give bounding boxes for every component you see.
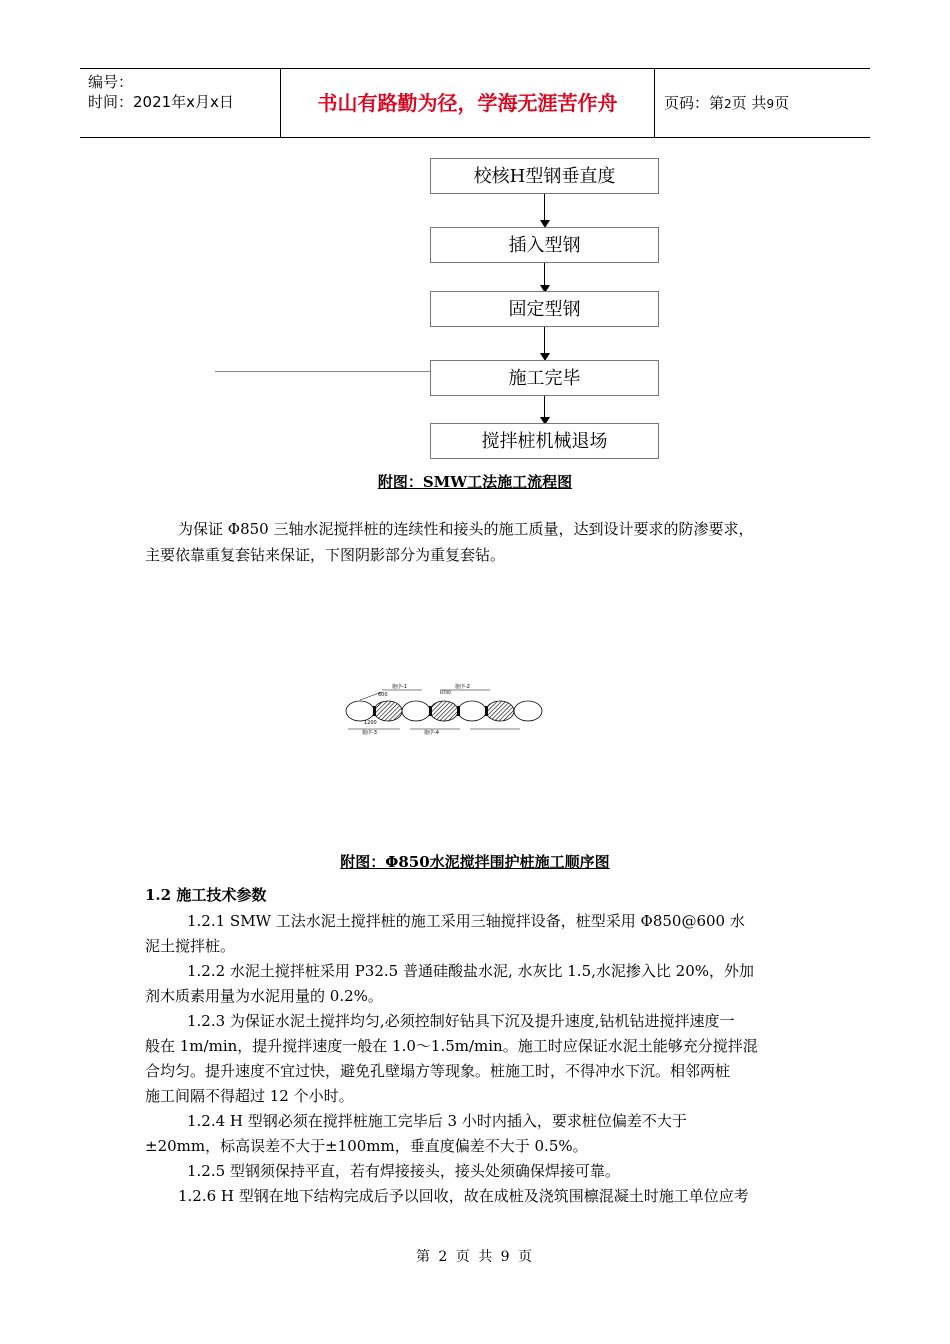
item-1-2-4-line-2: ±20mm，标高误差不大于±100mm，垂直度偏差不大于 0.5%。 <box>145 1137 588 1155</box>
page-footer: 第 2 页 共 9 页 <box>415 1249 535 1265</box>
flow-connector <box>544 396 545 418</box>
dim-label-1200: 1200 <box>364 720 377 726</box>
pile-sequence-diagram <box>340 680 550 736</box>
date-label: 时间：2021年x月x日 <box>88 93 234 111</box>
item-1-2-2-line-2: 剂木质素用量为水泥用量的 0.2%。 <box>145 987 383 1005</box>
item-1-2-3-line-1: 1.2.3 为保证水泥土搅拌均匀,必须控制好钻具下沉及提升速度,钻机钻进搅拌速度一 <box>187 1012 735 1030</box>
header-motto: 书山有路勤为径，学海无涯苦作舟 <box>281 69 655 137</box>
flowchart-caption: 附图：SMW工法施工流程图 <box>377 473 573 491</box>
number-label: 编号： <box>88 73 134 91</box>
item-1-2-3-line-2: 般在 1m/min，提升搅拌速度一般在 1.0～1.5m/min。施工时应保证水泥土能够充分搅拌混 <box>145 1037 758 1055</box>
page-header <box>80 68 870 138</box>
item-1-2-5-line-1: 1.2.5 型钢须保持平直，若有焊接接头，接头处须确保焊接可靠。 <box>187 1162 620 1180</box>
item-1-2-6-line-1: 1.2.6 H 型钢在地下结构完成后予以回收，故在成桩及浇筑围檩混凝土时施工单位应考 <box>178 1187 749 1205</box>
header-meta <box>80 69 281 137</box>
intro-line-1: 为保证 Φ850 三轴水泥搅拌桩的连续性和接头的施工质量，达到设计要求的防渗要求， <box>178 520 754 538</box>
seq-label-4: 施序-4 <box>424 730 439 736</box>
side-connector <box>215 371 430 372</box>
seq-label-1: 施序-1 <box>392 684 407 690</box>
item-1-2-4-line-1: 1.2.4 H 型钢必须在搅拌桩施工完毕后 3 小时内插入，要求桩位偏差不大于 <box>187 1112 687 1130</box>
flow-step-2: 插入型钢 <box>430 227 659 263</box>
diagram-caption: 附图：Φ850水泥搅拌围护桩施工顺序图 <box>340 853 610 871</box>
dim-label-h700: H700 <box>440 690 451 695</box>
intro-line-2: 主要依靠重复套钻来保证，下图阴影部分为重复套钻。 <box>145 546 506 564</box>
item-1-2-3-line-3: 合均匀。提升速度不宜过快，避免孔壁塌方等现象。桩施工时，不得冲水下沉。相邻两桩 <box>145 1062 731 1080</box>
page-num: 2 <box>724 97 732 111</box>
dim-label-600: 600 <box>378 692 388 698</box>
flow-connector <box>544 327 545 355</box>
page-end: 页 <box>774 94 790 112</box>
seq-label-2: 施序-2 <box>455 684 470 690</box>
section-title: 1.2 施工技术参数 <box>145 886 267 904</box>
item-1-2-3-line-4: 施工间隔不得超过 12 个小时。 <box>145 1087 354 1105</box>
item-1-2-1-line-2: 泥土搅拌桩。 <box>145 937 236 955</box>
flow-step-4: 施工完毕 <box>430 360 659 396</box>
page-label: 页码：第 <box>664 94 725 112</box>
seq-label-3: 施序-3 <box>362 730 377 736</box>
flow-connector <box>544 194 545 222</box>
page-total: 9 <box>766 97 775 111</box>
flow-step-5: 搅拌桩机械退场 <box>430 423 659 459</box>
header-page-info <box>664 69 789 137</box>
flow-step-3: 固定型钢 <box>430 291 659 327</box>
page-mid: 页 共 <box>731 94 767 112</box>
item-1-2-1-line-1: 1.2.1 SMW 工法水泥土搅拌桩的施工采用三轴搅拌设备，桩型采用 Φ850@600 水 <box>187 912 745 930</box>
flow-connector <box>544 263 545 287</box>
item-1-2-2-line-1: 1.2.2 水泥土搅拌桩采用 P32.5 普通硅酸盐水泥, 水灰比 1.5,水泥掺入比 20%，外加 <box>187 962 754 980</box>
flow-step-1: 校核H型钢垂直度 <box>430 158 659 194</box>
